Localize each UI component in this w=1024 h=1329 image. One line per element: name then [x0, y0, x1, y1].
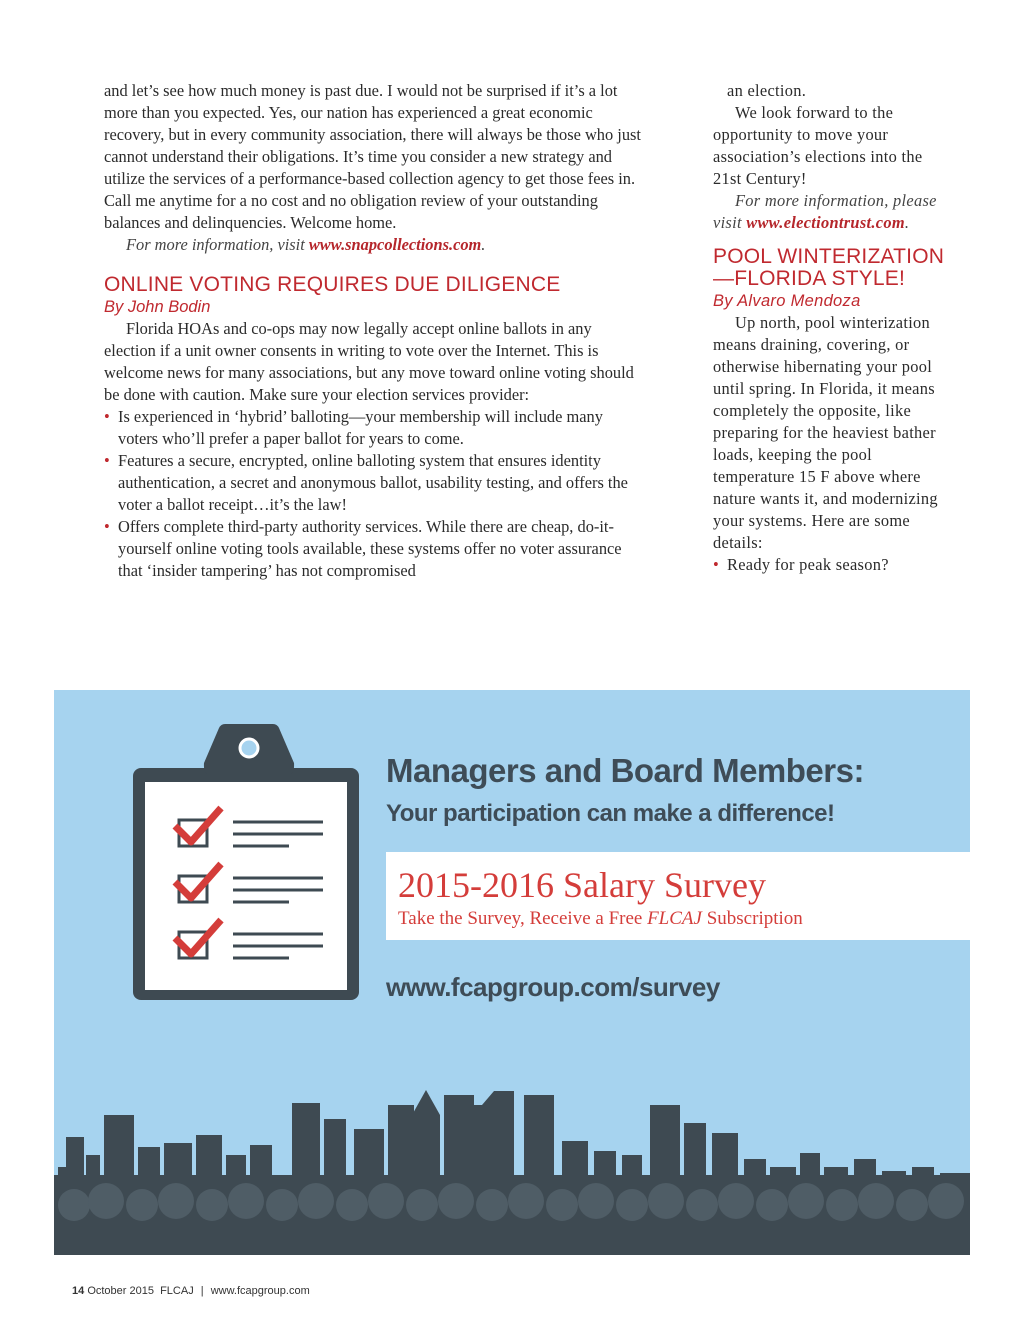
survey-sub-em: FLCAJ [647, 908, 702, 929]
survey-banner [386, 852, 970, 940]
survey-sub-suffix: Subscription [701, 908, 803, 929]
article-byline: By Alvaro Mendoza [713, 292, 861, 310]
article-byline: By John Bodin [104, 298, 211, 316]
more-info-prefix: For more information, visit [126, 235, 309, 254]
more-info-suffix: . [481, 235, 486, 254]
more-info-suffix: . [904, 213, 910, 232]
footer-website[interactable]: www.fcapgroup.com [210, 1285, 310, 1297]
more-info-line [104, 234, 644, 256]
article-intro: Up north, pool winterization means draining, covering, or otherwise hibernating your pool until spring. In Florida, it means completely the opposite, like preparing for the heaviest bather loads, keeping the pool temperature 15 F above where nature wants it, and modernizing your systems. Here are some details: [713, 313, 938, 552]
continuation-text: an election. [727, 81, 807, 100]
ad-subheadline: Your participation can make a difference! [386, 800, 835, 827]
survey-subtitle [398, 908, 803, 930]
page-number: 14 [72, 1285, 85, 1297]
list-item: • Features a secure, encrypted, online balloting system that ensures identity authentication, a secret and anonymous ballot, usability testing, and offers the voter a ballot receipt…it’s the law! [104, 450, 644, 516]
footer-issue: October 2015 FLCAJ [87, 1285, 194, 1297]
left-column [104, 80, 644, 582]
closing-text: We look forward to the opportunity to move your association’s elections into the 21st Century! [713, 103, 923, 188]
city-skyline-illustration [54, 1055, 970, 1255]
snapcollections-link[interactable]: www.snapcollections.com [308, 235, 482, 254]
article-title-online-voting: ONLINE VOTING REQUIRES DUE DILIGENCE [104, 273, 561, 296]
salary-survey-ad[interactable] [54, 690, 970, 1255]
survey-title: 2015-2016 Salary Survey [398, 865, 766, 905]
more-info-prefix: For more information, please visit [713, 191, 937, 232]
survey-url-link[interactable]: www.fcapgroup.com/survey [386, 972, 720, 1002]
footer-divider: | [200, 1285, 204, 1297]
survey-sub-prefix: Take the Survey, Receive a Free [398, 908, 648, 929]
ad-headline: Managers and Board Members: [386, 752, 864, 789]
list-item: • Offers complete third-party authority services. While there are cheap, do-it-yourself online voting tools available, these systems offer no voter assurance that ‘insider tampering’ has not compromised [104, 516, 644, 582]
continuation-text: and let’s see how much money is past due. I would not be surprised if it’s a lot more than you expected. Yes, our nation has experienced a great economic recovery, but in every community association, there will always be those who just cannot understand their obligations. It’s time you consider a new strategy and utilize the services of a performance-based collection agency to get those fees in. Call me anytime for a no cost and no obligation review of your outstanding balances and delinquencies. Welcome home. [104, 81, 641, 232]
right-column [713, 80, 953, 576]
article-intro: Florida HOAs and co-ops may now legally accept online ballots in any election if a unit owner consents in writing to vote over the Internet. This is welcome news for many associations, but any move toward online voting should be done with caution. Make sure your election services provider: [104, 319, 634, 404]
page-footer [72, 1285, 310, 1297]
electiontrust-link[interactable]: www.electiontrust.com [746, 213, 905, 232]
article-bullet-list [713, 554, 953, 576]
article-bullet-list [104, 406, 644, 582]
list-item: • Ready for peak season? [713, 554, 953, 576]
clipboard-icon [109, 718, 409, 1048]
more-info-line [713, 190, 953, 234]
article-title-pool: POOL WINTERIZATION—FLORIDA STYLE! [713, 245, 945, 290]
list-item: • Is experienced in ‘hybrid’ balloting—your membership will include many voters who’ll prefer a paper ballot for years to come. [104, 406, 644, 450]
